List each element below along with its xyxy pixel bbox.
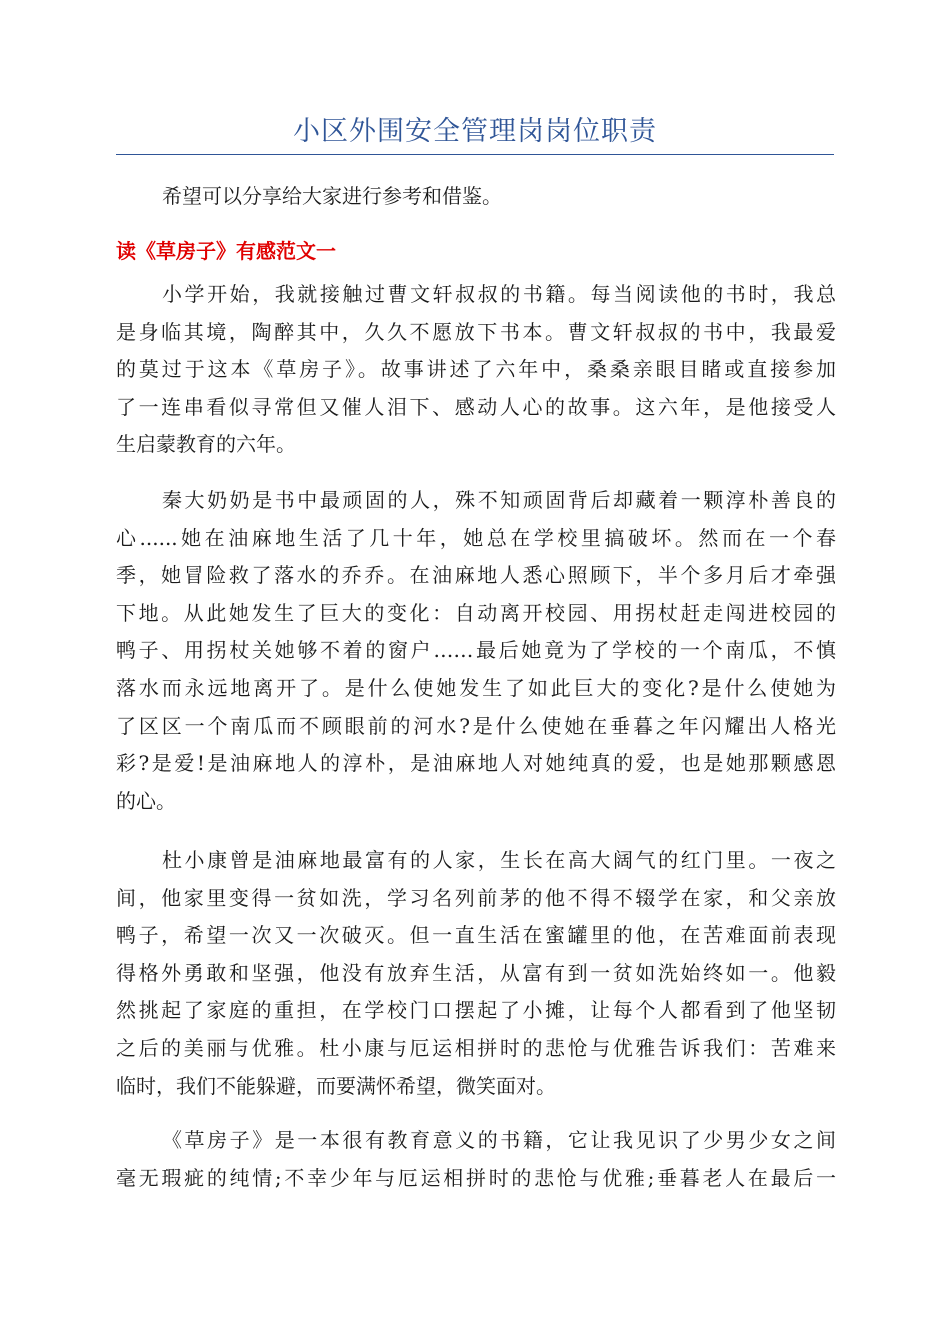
paragraph-line: 是身临其境，陶醉其中，久久不愿放下书本。曹文轩叔叔的书中，我最爱 (116, 319, 836, 344)
paragraph-line: 了一连串看似寻常但又催人泪下、感动人心的故事。这六年，是他接受人 (116, 394, 836, 419)
paragraph-line: 鸭子、用拐杖关她够不着的窗户……最后她竟为了学校的一个南瓜，不慎 (116, 638, 836, 663)
paragraph-line: 然挑起了家庭的重担，在学校门口摆起了小摊，让每个人都看到了他坚韧 (116, 998, 836, 1023)
paragraph-line: 的莫过于这本《草房子》。故事讲述了六年中，桑桑亲眼目睹或直接参加 (116, 357, 836, 382)
paragraph-1 (116, 276, 836, 464)
paragraph-4 (116, 1122, 836, 1197)
paragraph-line: 下地。从此她发生了巨大的变化：自动离开校园、用拐杖赶走闯进校园的 (116, 600, 836, 625)
title-underline (116, 154, 834, 155)
paragraph-line: 间，他家里变得一贫如洗，学习名列前茅的他不得不辍学在家，和父亲放 (116, 885, 836, 910)
intro-text: 希望可以分享给大家进行参考和借鉴。 (162, 184, 502, 208)
paragraph-line: 杜小康曾是油麻地最富有的人家，生长在高大阔气的红门里。一夜之 (162, 848, 836, 872)
paragraph-line: 季，她冒险救了落水的乔乔。在油麻地人悉心照顾下，半个多月后才牵强 (116, 563, 836, 588)
paragraph-line: 临时，我们不能躲避，而要满怀希望，微笑面对。 (116, 1073, 556, 1098)
paragraph-line: 毫无瑕疵的纯情;不幸少年与厄运相拼时的悲怆与优雅;垂暮老人在最后一 (116, 1165, 836, 1190)
paragraph-line: 鸭子，希望一次又一次破灭。但一直生活在蜜罐里的他，在苦难面前表现 (116, 923, 836, 948)
paragraph-line: 落水而永远地离开了。是什么使她发生了如此巨大的变化?是什么使她为 (116, 675, 836, 700)
paragraph-line: 的心。 (116, 788, 176, 813)
paragraph-line: 秦大奶奶是书中最顽固的人，殊不知顽固背后却藏着一颗淳朴善良的 (162, 488, 836, 512)
paragraph-line: 生启蒙教育的六年。 (116, 432, 296, 457)
paragraph-line: 彩?是爱!是油麻地人的淳朴，是油麻地人对她纯真的爱，也是她那颗感恩 (116, 751, 836, 776)
paragraph-line: 得格外勇敢和坚强，他没有放弃生活，从富有到一贫如洗始终如一。他毅 (116, 960, 836, 985)
section-heading: 读《草房子》有感范文一 (116, 239, 336, 263)
paragraph-line: 小学开始，我就接触过曹文轩叔叔的书籍。每当阅读他的书时，我总 (162, 282, 836, 306)
page-title: 小区外围安全管理岗岗位职责 (293, 116, 657, 147)
paragraph-line: 心......她在油麻地生活了几十年，她总在学校里搞破坏。然而在一个春 (116, 525, 836, 550)
paragraph-line: 之后的美丽与优雅。杜小康与厄运相拼时的悲怆与优雅告诉我们：苦难来 (116, 1035, 836, 1060)
paragraph-line: 了区区一个南瓜而不顾眼前的河水?是什么使她在垂暮之年闪耀出人格光 (116, 713, 836, 738)
paragraph-line: 《草房子》是一本很有教育意义的书籍，它让我见识了少男少女之间 (162, 1128, 836, 1152)
paragraph-2 (116, 482, 836, 820)
paragraph-3 (116, 842, 836, 1105)
